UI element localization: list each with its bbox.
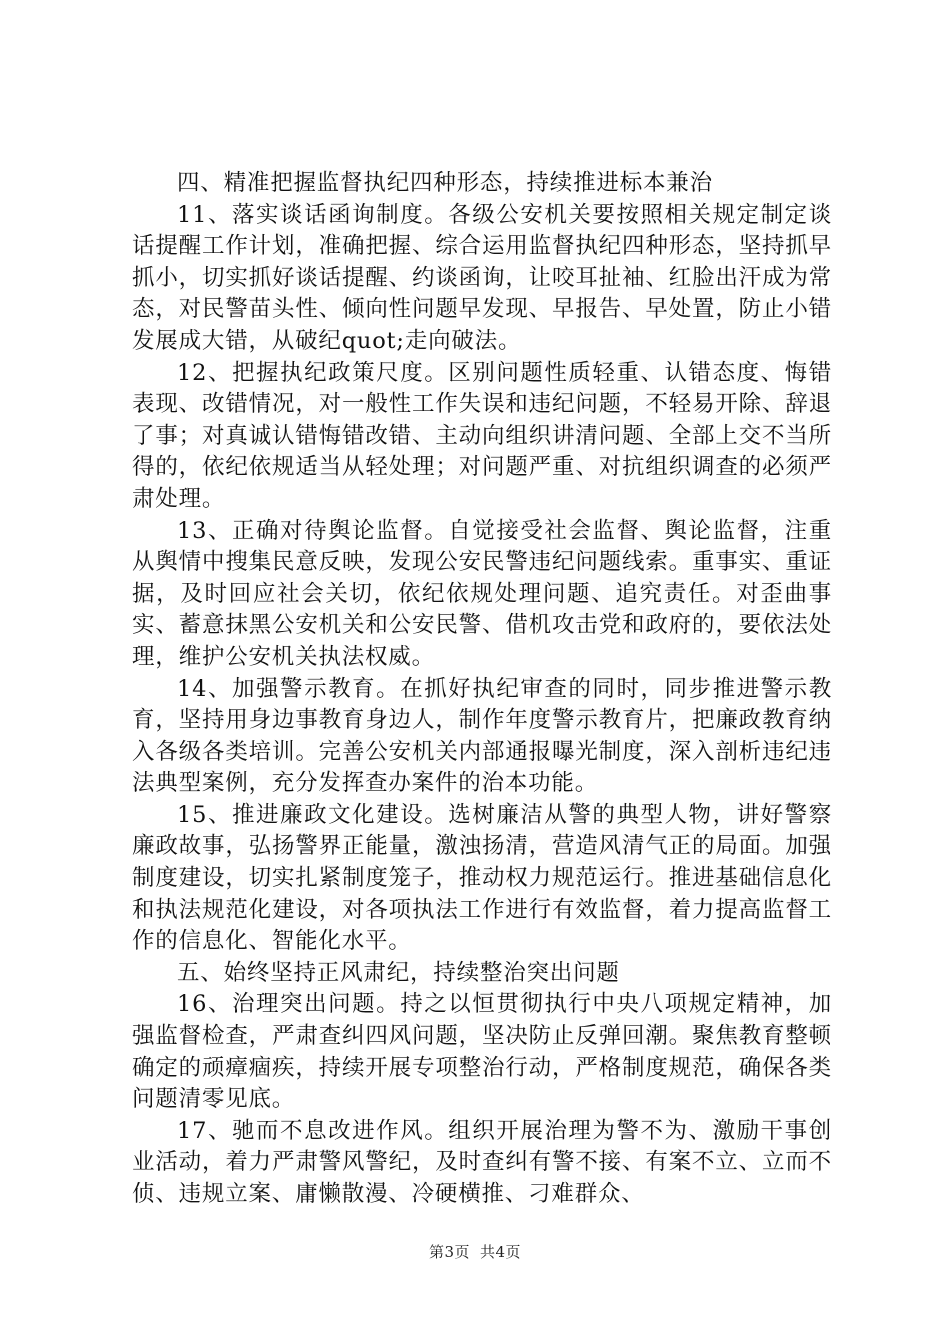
- paragraph-17: 17、驰而不息改进作风。组织开展治理为警不为、激励干事创业活动，着力严肃警风警纪，及时查纠有警不接、有案不立、立而不侦、违规立案、庸懒散漫、冷硬横推、刁难群众、: [132, 1117, 832, 1207]
- paragraph-13: 13、正确对待舆论监督。自觉接受社会监督、舆论监督，注重从舆情中搜集民意反映，发现公安民警违纪问题线索。重事实、重证据，及时回应社会关切，依纪依规处理问题、追究责任。对歪曲事实、蓄意抹黑公安机关和公安民警、借机攻击党和政府的，要依法处理，维护公安机关执法权威。: [132, 517, 832, 670]
- page-footer: [0, 1242, 950, 1262]
- page-total: 共4页: [480, 1243, 522, 1261]
- paragraph-15: 15、推进廉政文化建设。选树廉洁从警的典型人物，讲好警察廉政故事，弘扬警界正能量，激浊扬清，营造风清气正的局面。加强制度建设，切实扎紧制度笼子，推动权力规范运行。推进基础信息化和执法规范化建设，对各项执法工作进行有效监督，着力提高监督工作的信息化、智能化水平。: [132, 801, 832, 955]
- paragraph-16: 16、治理突出问题。持之以恒贯彻执行中央八项规定精神，加强监督检查，严肃查纠四风问题，坚决防止反弹回潮。聚焦教育整顿确定的顽瘴痼疾，持续开展专项整治行动，严格制度规范，确保各类问题清零见底。: [132, 991, 832, 1113]
- section-heading-4: 四、精准把握监督执纪四种形态，持续推进标本兼治: [177, 170, 713, 196]
- paragraph-14: 14、加强警示教育。在抓好执纪审查的同时，同步推进警示教育，坚持用身边事教育身边人，制作年度警示教育片，把廉政教育纳入各级各类培训。完善公安机关内部通报曝光制度，深入剖析违纪违法典型案例，充分发挥查办案件的治本功能。: [132, 675, 832, 797]
- section-heading-5: 五、始终坚持正风肃纪，持续整治突出问题: [177, 959, 620, 986]
- page-number: 第3页: [428, 1243, 470, 1261]
- paragraph-12: 12、把握执纪政策尺度。区别问题性质轻重、认错态度、悔错表现、改错情况，对一般性工作失误和违纪问题，不轻易开除、辞退了事；对真诚认错悔错改错、主动向组织讲清问题、全部上交不当所得的，依纪依规适当从轻处理；对问题严重、对抗组织调查的必须严肃处理。: [132, 359, 832, 512]
- document-body: [132, 168, 832, 1211]
- paragraph-11: 11、落实谈话函询制度。各级公安机关要按照相关规定制定谈话提醒工作计划，准确把握、综合运用监督执纪四种形态，坚持抓早抓小，切实抓好谈话提醒、约谈函询，让咬耳扯袖、红脸出汗成为常态，对民警苗头性、倾向性问题早发现、早报告、早处置，防止小错发展成大错，从破纪quot;走向破法。: [132, 201, 832, 354]
